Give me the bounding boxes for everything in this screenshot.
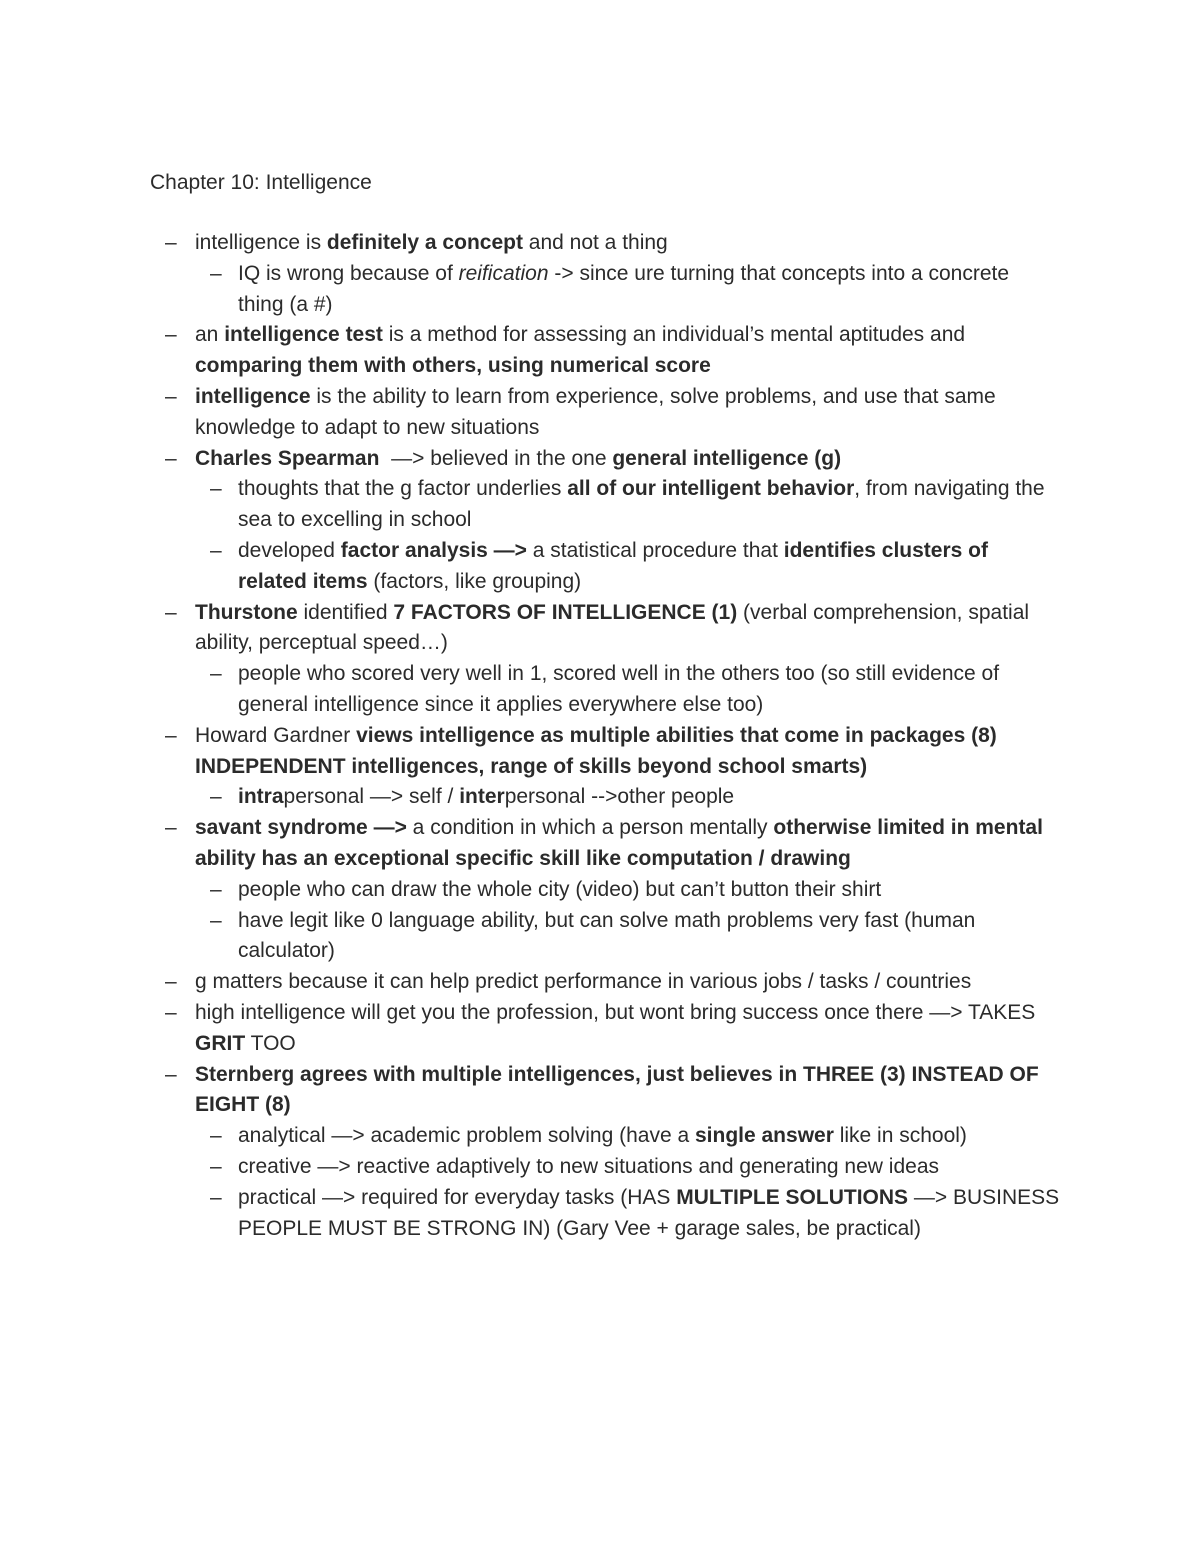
text-run: personal -->other people xyxy=(504,785,735,809)
list-item xyxy=(150,813,1060,875)
bullet-dash: – xyxy=(165,231,177,254)
bullet-dash: – xyxy=(165,600,177,624)
bold-text: Thurstone xyxy=(195,600,298,624)
bold-text: definitely a concept xyxy=(326,231,523,254)
list-item xyxy=(150,1060,1060,1122)
bold-text: views intelligence as multiple abilities that come in packages (8) INDEPENDENT intelligences, range of skills beyond school smarts) xyxy=(195,723,1003,778)
bullet-dash: – xyxy=(165,384,177,408)
text-run: (factors, like grouping) xyxy=(367,569,582,593)
text-run: thoughts that the g factor underlies xyxy=(238,477,568,501)
sub-list-item xyxy=(150,1183,1066,1245)
text-run: (verbal comprehension, spatial ability, perceptual speed…) xyxy=(195,600,1035,655)
sub-list-item xyxy=(150,1121,1060,1152)
bold-text: factor analysis —> xyxy=(340,538,527,562)
bullet-dash: – xyxy=(210,538,222,562)
bullet-dash: – xyxy=(165,723,177,747)
list-item xyxy=(150,721,1060,783)
bullet-dash: – xyxy=(165,1062,177,1086)
bold-text: intra xyxy=(238,785,284,809)
text-run: a condition in which a person mentally xyxy=(406,816,774,840)
text-run: creative —> reactive adaptively to new situations and generating new ideas xyxy=(238,1154,939,1178)
sub-list-item xyxy=(150,659,1060,721)
sub-list-item xyxy=(150,782,1060,813)
bullet-dash: – xyxy=(165,1000,177,1024)
bold-text: intelligence test xyxy=(224,323,383,347)
text-run: developed xyxy=(238,538,341,562)
list-item xyxy=(150,320,1060,382)
text-run: people who scored very well in 1, scored well in the others too (so still evidence of general intelligence since it applies everywhere else too) xyxy=(238,662,1005,716)
sub-list-item xyxy=(150,1152,1060,1183)
bullet-dash: – xyxy=(210,1185,222,1209)
list-item xyxy=(150,382,1060,444)
text-run: IQ is wrong because of xyxy=(238,261,459,285)
text-run: Howard Gardner xyxy=(195,723,357,747)
text-run: people who can draw the whole city (video) but can’t button their shirt xyxy=(238,877,882,901)
bold-text: comparing them with others, using numerical score xyxy=(195,354,711,378)
bullet-dash: – xyxy=(165,323,177,347)
text-run: is a method for assessing an individual’s mental aptitudes and xyxy=(382,323,971,347)
bold-text: inter xyxy=(459,785,505,809)
list-item xyxy=(150,228,1060,259)
text-run: TOO xyxy=(245,1031,296,1055)
text-run: -> since ure turning that concepts into a concrete thing (a #) xyxy=(238,261,1015,316)
document-page xyxy=(150,168,1066,1244)
bullet-dash: – xyxy=(210,662,222,686)
list-item xyxy=(150,444,1060,475)
text-run: and not a thing xyxy=(522,231,668,254)
text-run: g matters because it can help predict performance in various jobs / tasks / countries xyxy=(195,970,972,994)
text-run: , from navigating the sea to excelling in school xyxy=(238,477,1051,532)
text-run: —> believed in the one xyxy=(379,446,613,470)
text-run: high intelligence will get you the profession, but wont bring success once there —> TAKES xyxy=(195,1000,1042,1024)
text-run: —> BUSINESS PEOPLE MUST BE STRONG IN) (Gary Vee + garage sales, be practical) xyxy=(238,1185,1066,1240)
text-run: personal —> self / xyxy=(283,785,460,809)
bold-text: GRIT xyxy=(195,1031,246,1055)
bullet-dash: – xyxy=(165,970,177,994)
bullet-dash: – xyxy=(210,261,222,285)
bold-text: identifies clusters of related items xyxy=(238,538,994,593)
bold-text: MULTIPLE SOLUTIONS xyxy=(676,1185,909,1209)
sub-list-item xyxy=(150,906,1060,968)
bullet-list xyxy=(150,228,1066,1244)
italic-text: reification xyxy=(458,261,549,285)
bullet-dash: – xyxy=(165,816,177,840)
bullet-dash: – xyxy=(165,446,177,470)
bold-text: general intelligence (g) xyxy=(612,446,842,470)
bold-text: Charles Spearman xyxy=(195,446,380,470)
bold-text: Sternberg agrees with multiple intelligences, just believes in THREE (3) INSTEAD OF EIGHT (8) xyxy=(195,1062,1045,1117)
list-item xyxy=(150,598,1060,660)
text-run: analytical —> academic problem solving (have a xyxy=(238,1124,695,1148)
text-run: is the ability to learn from experience, solve problems, and use that same knowledge to adapt to new situations xyxy=(195,384,1002,439)
bullet-dash: – xyxy=(210,477,222,501)
bold-text: single answer xyxy=(694,1124,834,1148)
bullet-dash: – xyxy=(210,908,222,932)
bullet-dash: – xyxy=(210,877,222,901)
text-run: a statistical procedure that xyxy=(526,538,784,562)
bullet-dash: – xyxy=(210,785,222,809)
sub-list-item xyxy=(150,474,1060,536)
text-run: practical —> required for everyday tasks (HAS xyxy=(238,1185,677,1209)
sub-list-item xyxy=(150,875,1060,906)
text-run: have legit like 0 language ability, but can solve math problems very fast (human calculator) xyxy=(238,908,982,963)
text-run: intelligence is xyxy=(195,231,327,254)
bold-text: 7 FACTORS OF INTELLIGENCE (1) xyxy=(393,600,738,624)
list-item xyxy=(150,998,1060,1060)
bold-text: all of our intelligent behavior xyxy=(567,477,855,501)
bold-text: otherwise limited in mental ability has an exceptional specific skill like computation / drawing xyxy=(195,816,1049,870)
bold-text: savant syndrome —> xyxy=(195,816,407,840)
sub-list-item xyxy=(150,536,1060,598)
bullet-dash: – xyxy=(210,1154,222,1178)
sub-list-item xyxy=(150,259,1060,321)
text-run: identified xyxy=(297,600,394,624)
text-run: an xyxy=(195,323,225,347)
bullet-dash: – xyxy=(210,1124,222,1148)
text-run: like in school) xyxy=(833,1124,967,1148)
bold-text: intelligence xyxy=(195,384,311,408)
list-item xyxy=(150,967,1060,998)
page-title: Chapter 10: Intelligence xyxy=(150,171,372,194)
